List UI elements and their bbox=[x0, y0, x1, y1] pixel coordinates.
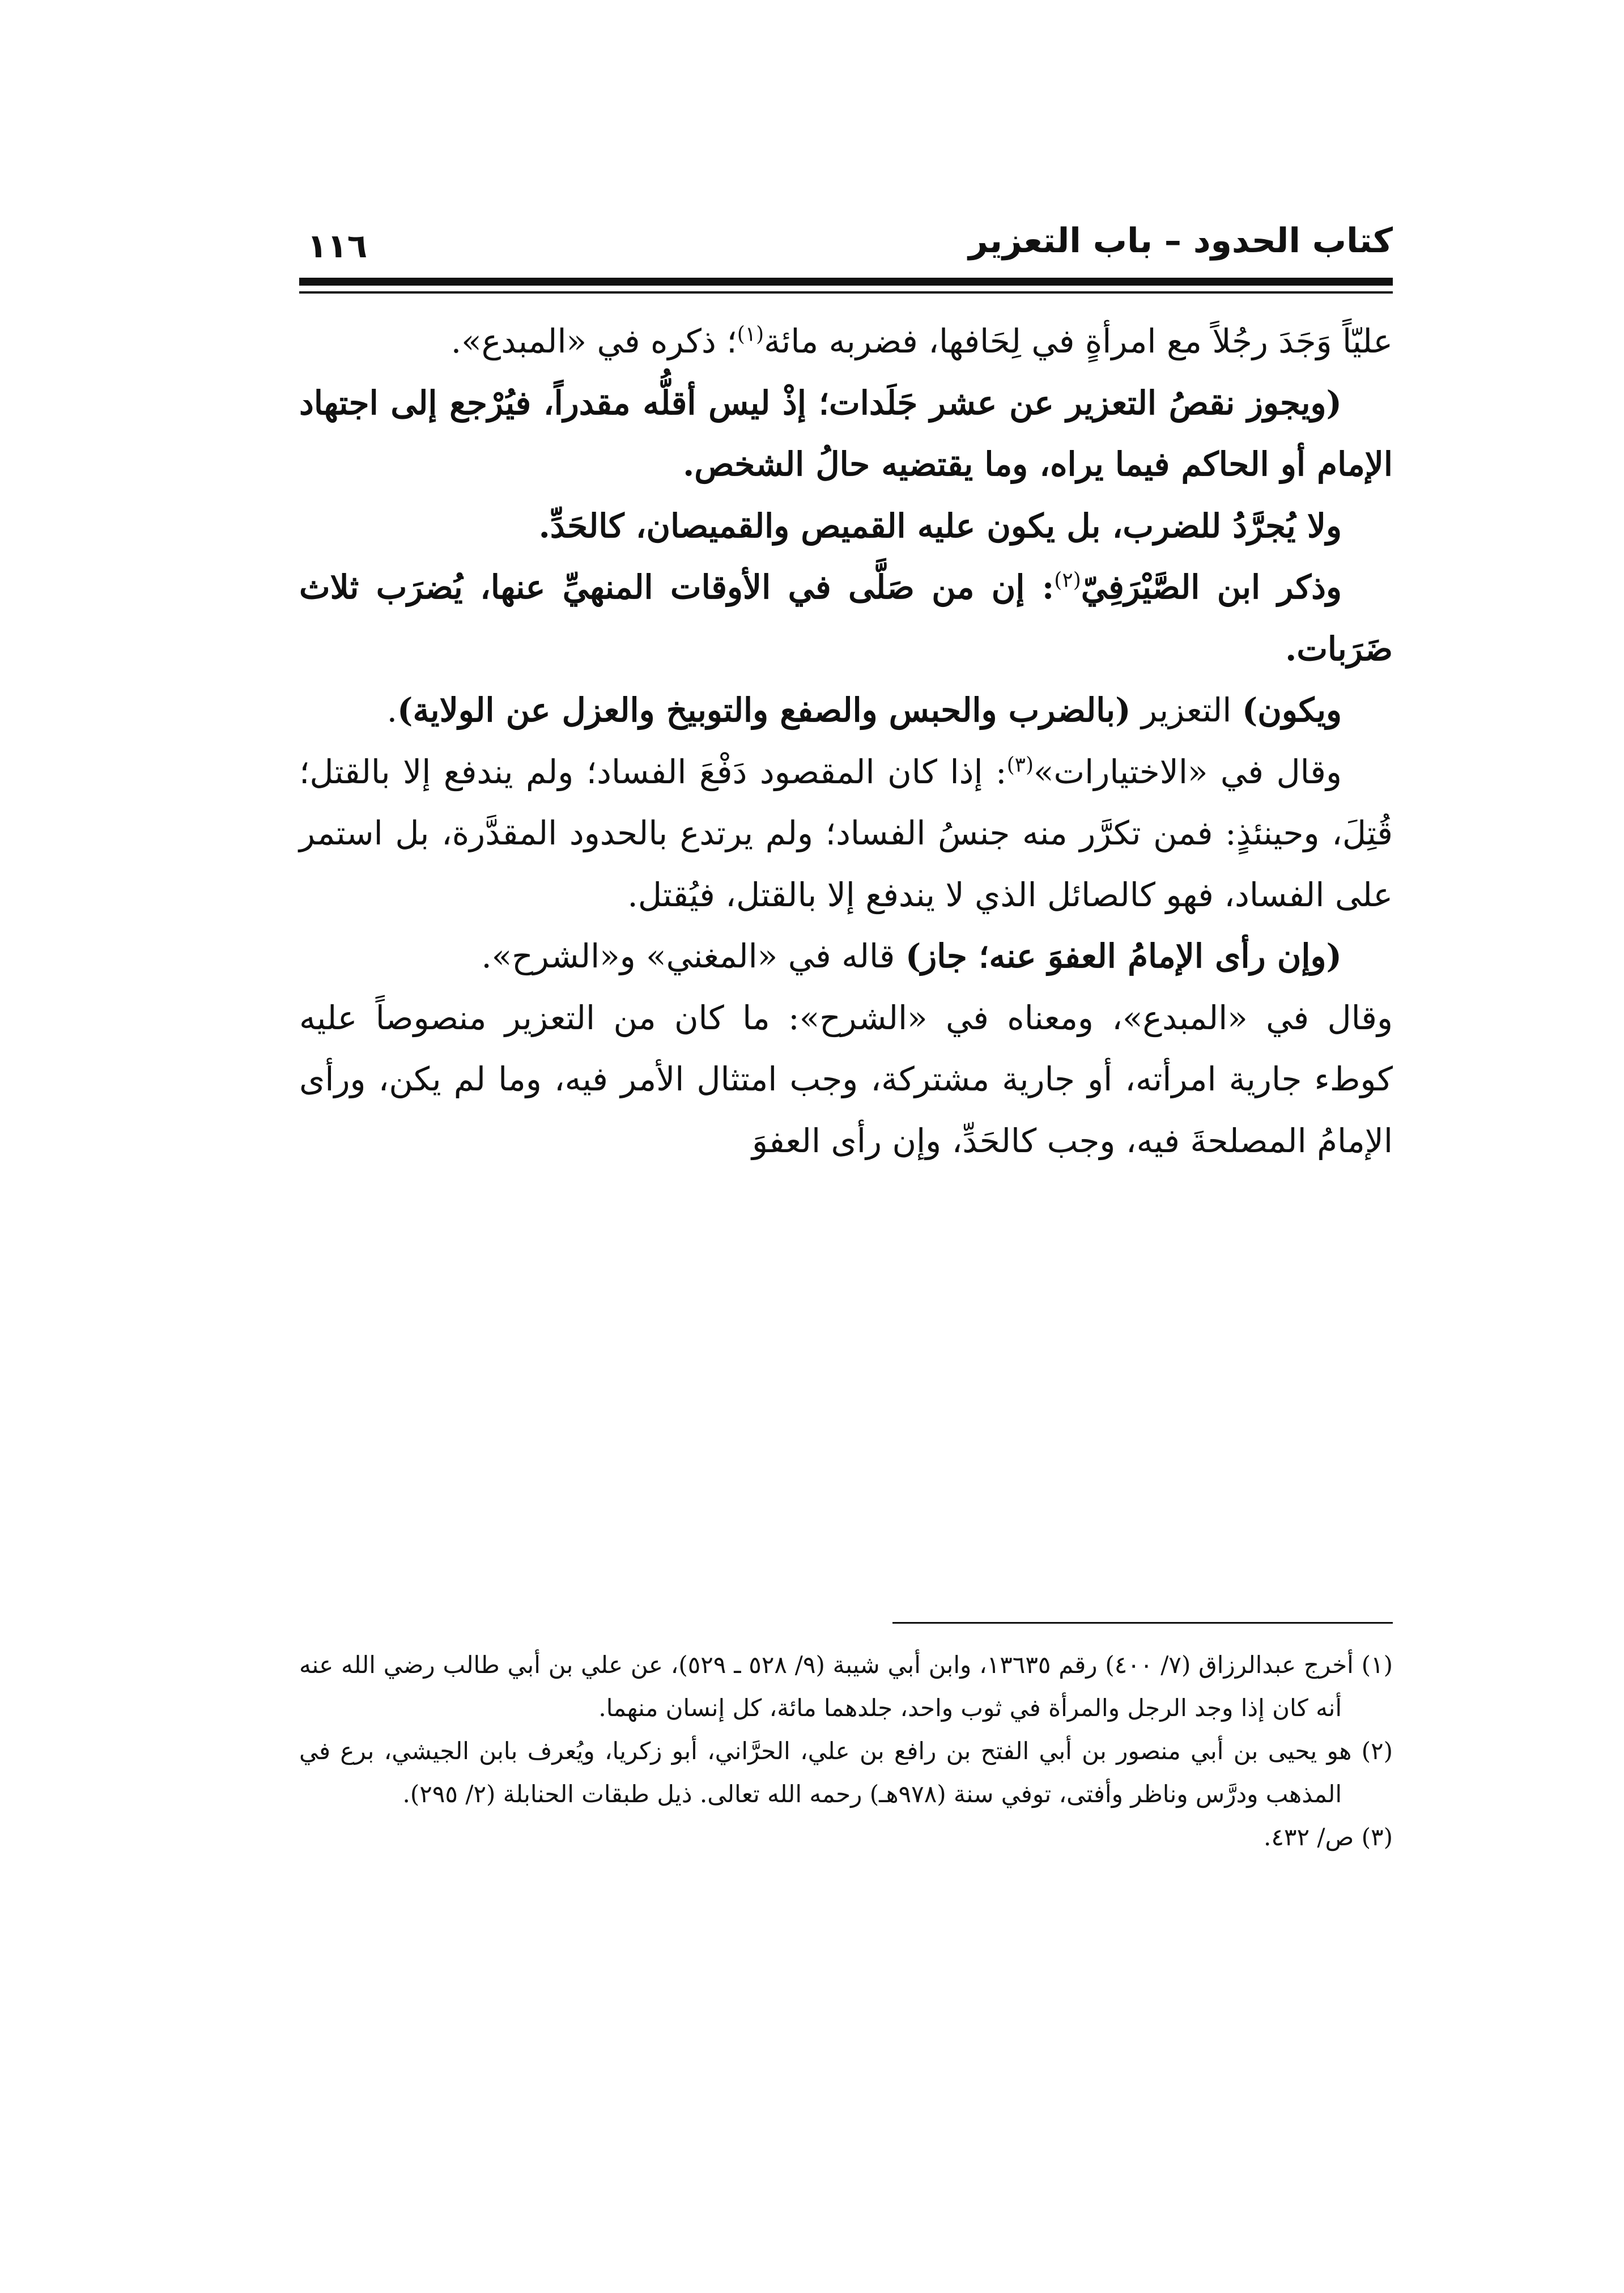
page-number: ١١٦ bbox=[307, 227, 368, 265]
paragraph-7-text: قاله في «المغني» و«الشرح». bbox=[481, 937, 905, 975]
paragraph-6 bbox=[299, 741, 1393, 926]
footnote-separator bbox=[892, 1622, 1393, 1624]
paragraph-1 bbox=[299, 311, 1393, 372]
footnote-3: (٣) ص/ ٤٣٢. bbox=[1263, 1823, 1393, 1851]
paragraph-3 bbox=[299, 495, 1393, 557]
paragraph-1-text-a: عليّاً وَجَدَ رجُلاً مع امرأةٍ في لِحَافها، فضربه مائة bbox=[764, 322, 1393, 360]
header-rule-thin bbox=[299, 291, 1393, 294]
paragraph-4-bold-b: : إن من صَلَّى في الأوقات المنهيِّ عنها، يُضرَب ثلاث ضَرَبات. bbox=[299, 568, 1393, 668]
paragraph-5-bold-a: ويكون) bbox=[1242, 691, 1342, 729]
paragraph-2-bold: (ويجوز نقصُ التعزير عن عشر جَلَدات؛ إذْ ليس أقلُّه مقدراً، فيُرْجع إلى اجتهاد الإمام أو الحاكم فيما يراه، وما يقتضيه حالُ الشخص. bbox=[299, 383, 1393, 483]
paragraph-6-text-a: وقال في «الاختيارات» bbox=[1034, 752, 1342, 791]
page-header bbox=[299, 214, 1393, 271]
footnote-ref-2: (٢) bbox=[1054, 568, 1081, 592]
paragraph-8-text: وقال في «المبدع»، ومعناه في «الشرح»: ما كان من التعزير منصوصاً عليه كوطء جارية امرأته، أو جارية مشتركة، وجب امتثال الأمر فيه، وما لم يكن، ورأى الإمامُ المصلحةَ فيه، وجب كالحَدِّ، وإن رأى العفوَ bbox=[299, 998, 1393, 1160]
paragraph-3-bold: ولا يُجرَّدُ للضرب، بل يكون عليه القميص والقميصان، كالحَدِّ. bbox=[538, 506, 1342, 545]
main-text bbox=[299, 311, 1393, 1171]
paragraph-4 bbox=[299, 557, 1393, 680]
paragraph-7 bbox=[299, 925, 1393, 987]
footnote-2: (٢) هو يحيى بن أبي منصور بن أبي الفتح بن رافع بن علي، الحرَّاني، أبو زكريا، ويُعرف بابن الجيشي، برع في المذهب ودرَّس وناظر وأفتى، توفي سنة (٩٧٨هـ) رحمه الله تعالى. ذيل طبقات الحنابلة (٢/ ٢٩٥). bbox=[299, 1737, 1393, 1808]
paragraph-5 bbox=[299, 680, 1393, 741]
paragraph-6-text-b: : إذا كان المقصود دَفْعَ الفساد؛ ولم يندفع إلا بالقتل؛ قُتِلَ، وحينئذٍ: فمن تكرَّر منه جنسُ الفساد؛ ولم يرتدع بالحدود المقدَّرة، بل استمر على الفساد، فهو كالصائل الذي لا يندفع إلا بالقتل، فيُقتل. bbox=[299, 752, 1393, 914]
paragraph-1-text-b: ؛ ذكره في «المبدع». bbox=[450, 322, 737, 360]
paragraph-4-bold-a: وذكر ابن الصَّيْرَفِيّ bbox=[1081, 568, 1342, 606]
footnote-ref-3: (٣) bbox=[1006, 753, 1034, 777]
footnote-ref-1: (١) bbox=[737, 322, 764, 346]
paragraph-5-text-a: التعزير bbox=[1130, 691, 1242, 729]
paragraph-5-text-b: . bbox=[386, 691, 398, 729]
running-title: كتاب الحدود – باب التعزير bbox=[968, 221, 1393, 261]
footnote-1: (١) أخرج عبدالرزاق (٧/ ٤٠٠) رقم ١٣٦٣٥، وابن أبي شيبة (٩/ ٥٢٨ ـ ٥٢٩)، عن علي بن أبي طالب رضي الله عنه أنه كان إذا وجد الرجل والمرأة في ثوب واحد، جلدهما مائة، كل إنسان منهما. bbox=[299, 1651, 1393, 1722]
paragraph-2 bbox=[299, 372, 1393, 495]
paragraph-7-bold: (وإن رأى الإمامُ العفوَ عنه؛ جاز) bbox=[905, 937, 1342, 975]
paragraph-5-bold-b: (بالضرب والحبس والصفع والتوبيخ والعزل عن الولاية) bbox=[397, 691, 1131, 729]
header-rule-thick bbox=[299, 278, 1393, 286]
footnotes bbox=[299, 1644, 1393, 1859]
paragraph-8 bbox=[299, 987, 1393, 1172]
